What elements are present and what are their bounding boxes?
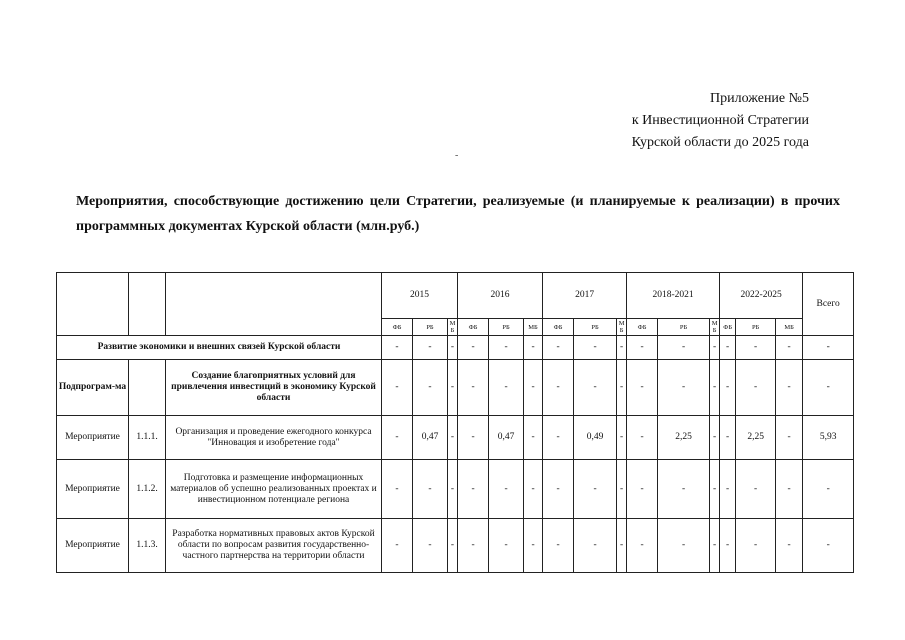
value-cell: -	[710, 336, 720, 360]
value-cell: -	[458, 519, 489, 573]
total-header: Всего	[803, 273, 854, 336]
value-cell: -	[658, 360, 710, 416]
value-cell: -	[627, 360, 658, 416]
value-cell: -	[658, 519, 710, 573]
value-cell: -	[448, 336, 458, 360]
value-cell: -	[524, 360, 543, 416]
measure-name: Организация и проведение ежегодного конкурса "Инновация и изобретение года"	[166, 416, 382, 460]
value-cell: -	[776, 460, 803, 519]
value-cell: -	[720, 336, 736, 360]
subheader-cell: РБ	[736, 319, 776, 336]
header-row	[57, 273, 854, 319]
value-cell: -	[736, 519, 776, 573]
value-cell: 0,47	[413, 416, 448, 460]
value-cell: -	[627, 460, 658, 519]
measure-number: 1.1.3.	[129, 519, 166, 573]
measure-row	[57, 519, 854, 573]
header-empty-name	[166, 273, 382, 336]
subheader-cell: М Б	[710, 319, 720, 336]
appendix-line-1: Приложение №5	[710, 91, 809, 106]
subprogram-row	[57, 360, 854, 416]
subheader-cell: ФБ	[720, 319, 736, 336]
subprogram-num-empty	[129, 360, 166, 416]
value-cell: -	[776, 519, 803, 573]
measure-number: 1.1.1.	[129, 416, 166, 460]
value-cell: -	[524, 460, 543, 519]
value-cell: -	[720, 416, 736, 460]
stray-mark: -	[455, 150, 459, 161]
value-cell: -	[458, 416, 489, 460]
value-cell: -	[524, 416, 543, 460]
subheader-cell: ФБ	[627, 319, 658, 336]
value-cell: -	[736, 460, 776, 519]
value-cell: 2,25	[736, 416, 776, 460]
subheader-cell: МБ	[776, 319, 803, 336]
year-header-2022-2025: 2022-2025	[720, 273, 803, 319]
value-cell: -	[617, 519, 627, 573]
value-cell: -	[489, 336, 524, 360]
value-cell: -	[574, 519, 617, 573]
subprogram-name: Создание благоприятных условий для привлечения инвестиций в экономику Курской области	[166, 360, 382, 416]
value-cell: -	[710, 360, 720, 416]
value-cell: -	[458, 360, 489, 416]
value-cell: -	[617, 416, 627, 460]
value-cell: -	[710, 416, 720, 460]
value-cell: -	[776, 416, 803, 460]
measure-name: Подготовка и размещение информационных материалов об успешно реализованных проектах и инвестиционном потенциале региона	[166, 460, 382, 519]
subprogram-type: Подпрограм-ма	[57, 360, 129, 416]
value-cell: -	[458, 460, 489, 519]
value-cell: -	[776, 360, 803, 416]
subheader-cell: РБ	[413, 319, 448, 336]
total-cell: -	[803, 336, 854, 360]
measure-type: Мероприятие	[57, 519, 129, 573]
appendix-line-3: Курской области до 2025 года	[631, 135, 809, 150]
measure-name: Разработка нормативных правовых актов Курской области по вопросам развития государственно-частного партнерства на территории области	[166, 519, 382, 573]
value-cell: -	[627, 519, 658, 573]
value-cell: -	[524, 336, 543, 360]
year-header-2015: 2015	[382, 273, 458, 319]
measure-type: Мероприятие	[57, 416, 129, 460]
document-title: Мероприятия, способствующие достижению цели Стратегии, реализуемые (и планируемые к реализации) в прочих программных документах Курской области (млн.руб.)	[76, 194, 840, 234]
value-cell: -	[720, 360, 736, 416]
subheader-cell: ФБ	[543, 319, 574, 336]
value-cell: -	[382, 416, 413, 460]
value-cell: -	[543, 336, 574, 360]
value-cell: -	[413, 460, 448, 519]
subheader-cell: МБ	[524, 319, 543, 336]
value-cell: -	[489, 519, 524, 573]
subheader-cell: М Б	[448, 319, 458, 336]
value-cell: 0,47	[489, 416, 524, 460]
total-cell: -	[803, 360, 854, 416]
value-cell: 0,49	[574, 416, 617, 460]
measure-row	[57, 416, 854, 460]
appendix-line-2: к Инвестиционной Стратегии	[631, 113, 809, 128]
measure-row	[57, 460, 854, 519]
value-cell: -	[543, 519, 574, 573]
value-cell: -	[524, 519, 543, 573]
measure-number: 1.1.2.	[129, 460, 166, 519]
value-cell: -	[382, 360, 413, 416]
appendix-header	[632, 88, 809, 154]
total-cell: 5,93	[803, 416, 854, 460]
section-label: Развитие экономики и внешних связей Курской области	[57, 336, 382, 360]
value-cell: -	[574, 360, 617, 416]
measures-table	[56, 272, 854, 573]
header-empty-num	[129, 273, 166, 336]
value-cell: -	[617, 360, 627, 416]
value-cell: -	[710, 519, 720, 573]
measure-type: Мероприятие	[57, 460, 129, 519]
value-cell: -	[710, 460, 720, 519]
subheader-cell: РБ	[489, 319, 524, 336]
subheader-cell: РБ	[658, 319, 710, 336]
value-cell: -	[627, 336, 658, 360]
value-cell: -	[458, 336, 489, 360]
value-cell: -	[382, 460, 413, 519]
subheader-cell: ФБ	[458, 319, 489, 336]
value-cell: -	[489, 360, 524, 416]
value-cell: -	[574, 336, 617, 360]
value-cell: -	[617, 336, 627, 360]
value-cell: -	[736, 336, 776, 360]
value-cell: -	[489, 460, 524, 519]
value-cell: 2,25	[658, 416, 710, 460]
value-cell: -	[627, 416, 658, 460]
subheader-cell: РБ	[574, 319, 617, 336]
value-cell: -	[448, 360, 458, 416]
value-cell: -	[382, 519, 413, 573]
value-cell: -	[720, 519, 736, 573]
year-header-2017: 2017	[543, 273, 627, 319]
value-cell: -	[658, 460, 710, 519]
subheader-cell: ФБ	[382, 319, 413, 336]
table-body	[57, 273, 854, 573]
value-cell: -	[543, 416, 574, 460]
value-cell: -	[543, 460, 574, 519]
header-empty-type	[57, 273, 129, 336]
value-cell: -	[574, 460, 617, 519]
value-cell: -	[776, 336, 803, 360]
value-cell: -	[720, 460, 736, 519]
subheader-cell: М Б	[617, 319, 627, 336]
value-cell: -	[448, 460, 458, 519]
value-cell: -	[413, 336, 448, 360]
value-cell: -	[448, 416, 458, 460]
value-cell: -	[658, 336, 710, 360]
value-cell: -	[543, 360, 574, 416]
value-cell: -	[617, 460, 627, 519]
value-cell: -	[413, 360, 448, 416]
total-cell: -	[803, 519, 854, 573]
year-header-2018-2021: 2018-2021	[627, 273, 720, 319]
year-header-2016: 2016	[458, 273, 543, 319]
section-row	[57, 336, 854, 360]
value-cell: -	[448, 519, 458, 573]
total-cell: -	[803, 460, 854, 519]
value-cell: -	[736, 360, 776, 416]
value-cell: -	[413, 519, 448, 573]
value-cell: -	[382, 336, 413, 360]
